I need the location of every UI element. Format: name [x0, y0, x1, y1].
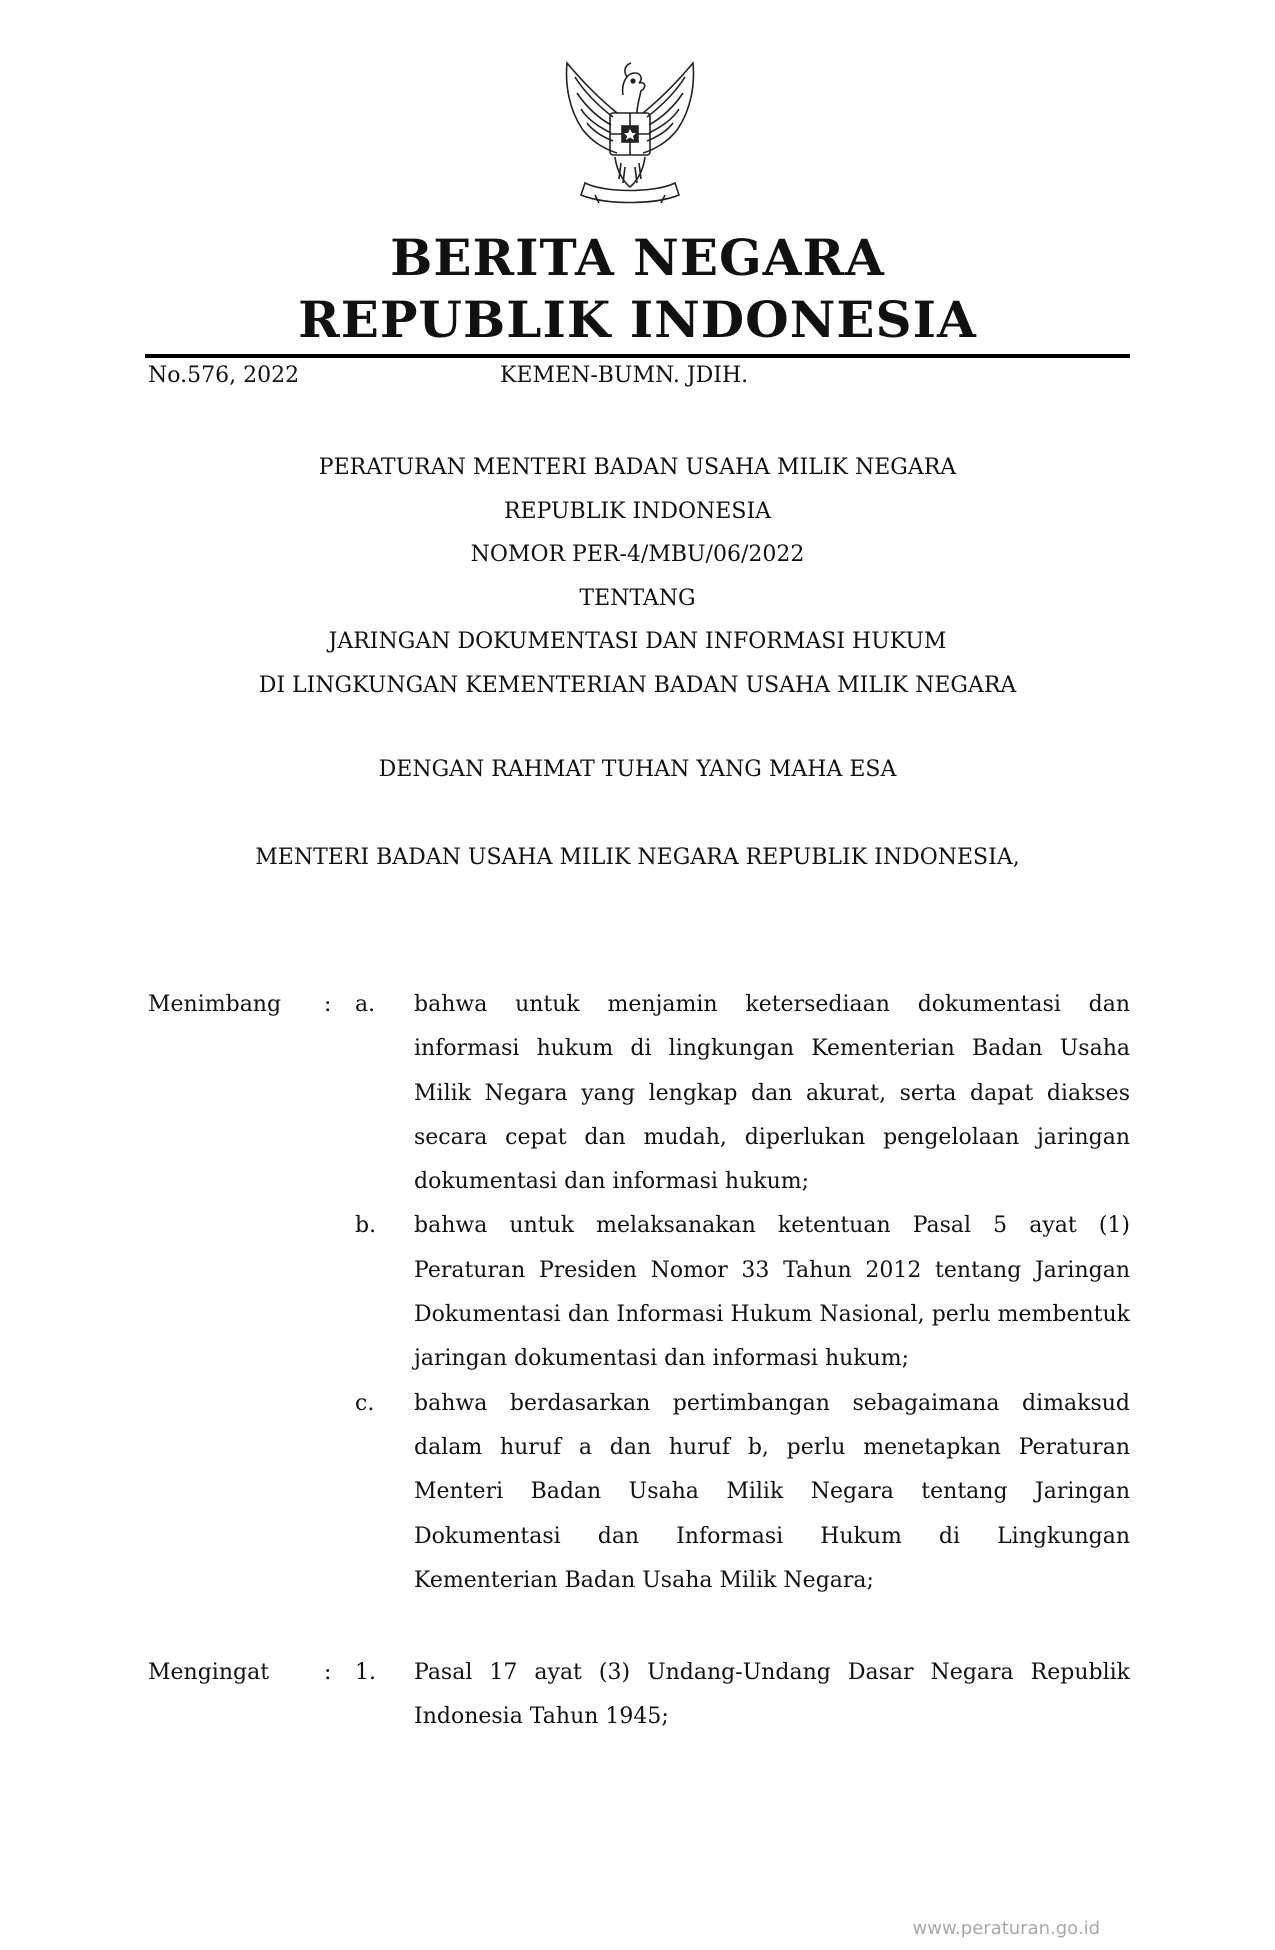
- section-label: Menimbang: [148, 992, 282, 1017]
- gazette-title-line-2: REPUBLIK INDONESIA: [298, 290, 977, 349]
- item-key: b.: [355, 1213, 377, 1239]
- gazette-source: KEMEN-BUMN. JDIH.: [500, 363, 749, 388]
- item-text: bahwa untuk menjamin ketersediaan dokumentasi dan informasi hukum di lingkungan Kementerian Badan Usaha Milik Negara yang lengkap dan akurat, serta dapat diakses secara cepat dan mudah, diperlukan pengelolaan jaringan dokumentasi dan informasi hukum;: [414, 992, 1130, 1195]
- regulation-number: NOMOR PER-4/MBU/06/2022: [470, 542, 805, 568]
- list-item: [148, 983, 1130, 1204]
- item-key: 1.: [355, 1660, 376, 1685]
- blessing-line: DENGAN RAHMAT TUHAN YANG MAHA ESA: [378, 757, 897, 782]
- mengingat-section: [148, 1651, 1130, 1740]
- list-item: [148, 1651, 1130, 1740]
- menimbang-section: [148, 983, 1130, 1603]
- regulation-title-line: REPUBLIK INDONESIA: [503, 498, 772, 524]
- item-text: Pasal 17 ayat (3) Undang-Undang Dasar Negara Republik Indonesia Tahun 1945;: [414, 1660, 1130, 1730]
- header-divider: [145, 354, 1130, 358]
- gazette-number: No.576, 2022: [148, 363, 300, 388]
- regulation-title: [145, 446, 1130, 708]
- section-colon: :: [324, 1660, 332, 1685]
- garuda-pancasila-emblem-icon: [555, 55, 705, 215]
- section-label: Mengingat: [148, 1660, 270, 1685]
- regulation-subject-line: JARINGAN DOKUMENTASI DAN INFORMASI HUKUM: [328, 629, 947, 655]
- item-key: c.: [355, 1390, 375, 1416]
- source-watermark: www.peraturan.go.id: [912, 1918, 1100, 1939]
- list-item: [148, 1382, 1130, 1603]
- regulation-title-line: PERATURAN MENTERI BADAN USAHA MILIK NEGARA: [318, 455, 957, 480]
- item-text: bahwa berdasarkan pertimbangan sebagaimana dimaksud dalam huruf a dan huruf b, perlu menetapkan Peraturan Menteri Badan Usaha Milik Negara tentang Jaringan Dokumentasi dan Informasi Hukum di Lingkungan Kementerian Badan Usaha Milik Negara;: [414, 1390, 1130, 1593]
- list-item: [148, 1204, 1130, 1381]
- regulation-subject-line: DI LINGKUNGAN KEMENTERIAN BADAN USAHA MILIK NEGARA: [258, 672, 1017, 698]
- item-text: bahwa untuk melaksanakan ketentuan Pasal 5 ayat (1) Peraturan Presiden Nomor 33 Tahun 2012 tentang Jaringan Dokumentasi dan Informasi Hukum Nasional, perlu membentuk jaringan dokumentasi dan informasi hukum;: [414, 1213, 1130, 1372]
- section-colon: :: [324, 992, 332, 1017]
- item-key: a.: [355, 992, 376, 1017]
- regulation-title-line: TENTANG: [579, 585, 696, 611]
- minister-line: MENTERI BADAN USAHA MILIK NEGARA REPUBLIK INDONESIA,: [255, 845, 1020, 870]
- gazette-title-line-1: BERITA NEGARA: [390, 228, 885, 287]
